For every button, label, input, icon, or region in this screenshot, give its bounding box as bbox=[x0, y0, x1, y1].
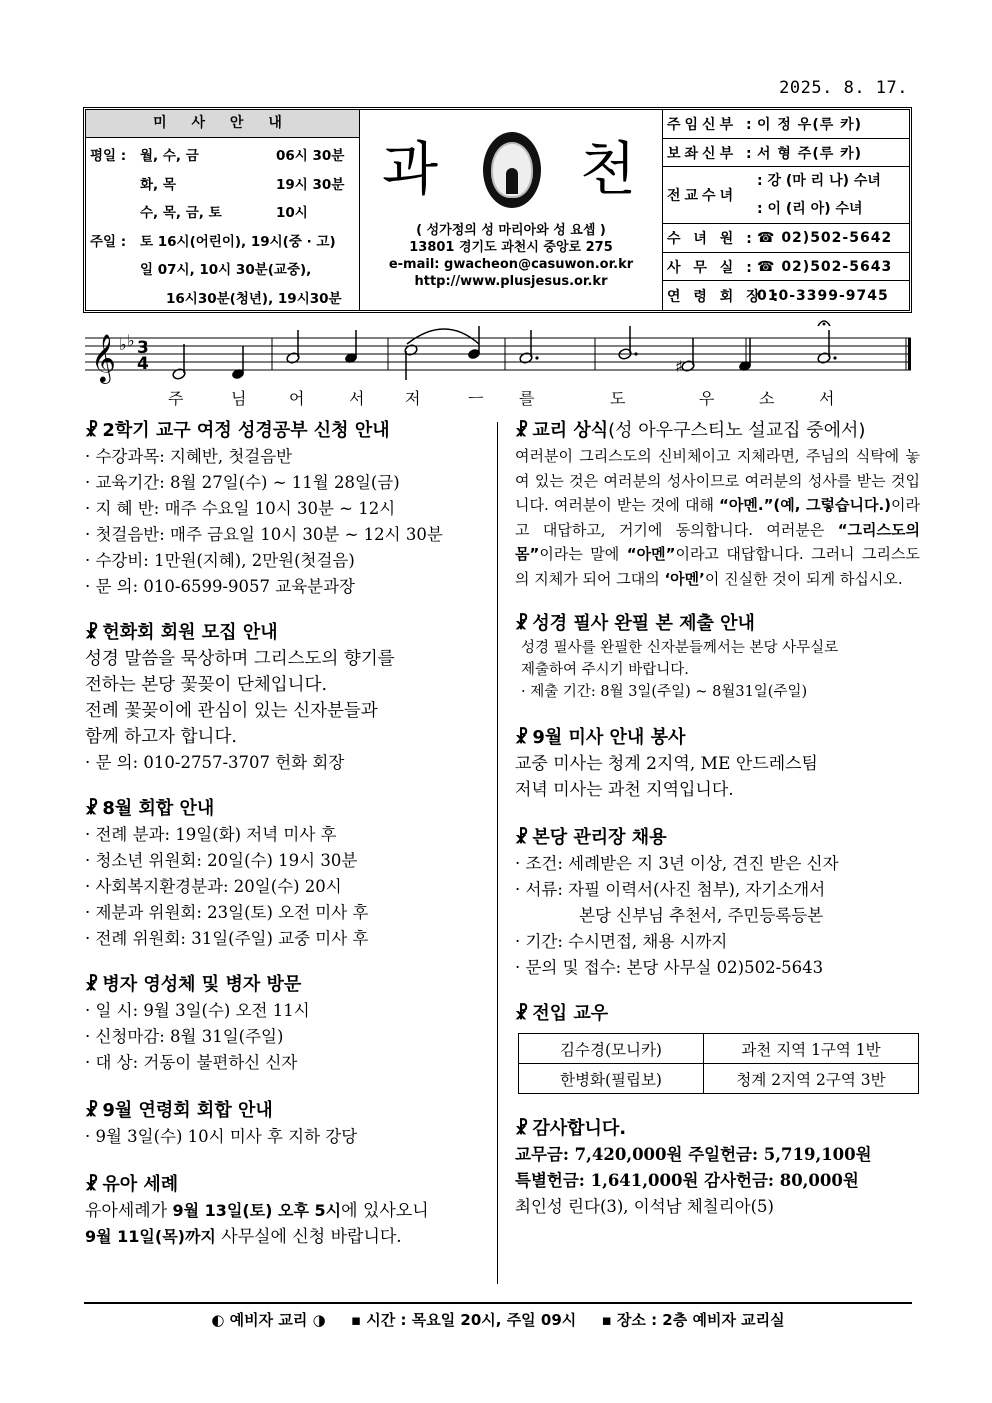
section-bible-study: ☧ 2학기 교구 여정 성경공부 신청 안내 · 수강과목: 지혜반, 첫걸음반 · 교육기간: 8월 27일(수) ~ 11월 28일(금) · 지 혜 반: 매주 수요일 10시 30분 ~ 12시 · 첫걸음반: 매주 금요일 10시 30분 ~ 12시 30분 · 수강비: 1만원(지혜), 2만원(첫걸음) · 문 의: 010-6599-9057 교육분과장 bbox=[85, 420, 443, 596]
header-frame bbox=[83, 107, 912, 313]
table-row: 김수경(모니카) 과천 지역 1구역 1반 bbox=[519, 1034, 919, 1064]
mass-row: 평일 : 월, 수, 금 06시 30분 bbox=[90, 148, 345, 165]
office-row: 사 무 실 : ☎ 02)502-5643 bbox=[663, 253, 909, 281]
doctrine-text: 여러분이 그리스도의 신비체이고 지체라면, 주님의 식탁에 놓여 있는 것은 여러분의 성사이므로 여러분의 성사를 받는 것입니다. 여러분이 받는 것에 대해 “아멘.”(예, 그렇습니다.)이라고 대답하고, 거기에 동의합니다. 여러분은 “그리스도의 몸”이라는 말에 “아멘”이라고 대답합니다. 그러니 그리스도의 지체가 되어 그대의 ‘아멘’이 진실한 것이 되게 하십시오. bbox=[515, 447, 920, 588]
music-notation-icon bbox=[85, 320, 913, 386]
section-thanks: ☧ 감사합니다. 교무금: 7,420,000원 주일헌금: 5,719,100원 특별헌금: 1,641,000원 감사헌금: 80,000원 최인성 린다(3), 이석남 체칠리아(5) bbox=[515, 1118, 872, 1216]
chi-rho-icon: ☧ bbox=[85, 1175, 99, 1195]
hymn-lyrics: 주 님 어 서 저 ㅡ 를 도 우 소 서 bbox=[168, 389, 835, 408]
chi-rho-icon: ☧ bbox=[515, 614, 529, 634]
mass-schedule bbox=[86, 110, 360, 310]
catechumen-footer bbox=[84, 1302, 912, 1330]
parish-address: 13801 경기도 과천시 중앙로 275 bbox=[409, 240, 613, 255]
column-divider bbox=[497, 422, 498, 1284]
new-members-table bbox=[518, 1033, 919, 1094]
section-new-members: ☧ 전입 교우 김수경(모니카) 과천 지역 1구역 1반 한병화(필립보) 청계 2지역 2구역 3반 bbox=[515, 1001, 920, 1094]
bulletin-date: 2025. 8. 17. bbox=[779, 78, 908, 98]
parish-patron: ( 성가정의 성 마리아와 성 요셉 ) bbox=[416, 223, 606, 238]
convent-row: 수 녀 원 : ☎ 02)502-5642 bbox=[663, 224, 909, 253]
section-hiring: ☧ 본당 관리장 채용 · 조건: 세례받은 지 3년 이상, 견진 받은 신자 · 서류: 자필 이력서(사진 첨부), 자기소개서 본당 신부님 추천서, 주민등록등본 · 기간: 수시면접, 채용 시까지 · 문의 및 접수: 본당 사무실 02)502-5643 bbox=[515, 827, 839, 977]
left-column bbox=[85, 418, 485, 1264]
section-september-service: ☧ 9월 미사 안내 봉사 교중 미사는 청계 2지역, ME 안드레스팀 저녁 미사는 과천 지역입니다. bbox=[515, 727, 818, 800]
chi-rho-icon: ☧ bbox=[515, 1119, 529, 1139]
parish-info bbox=[360, 222, 662, 290]
svg-text:3: 3 bbox=[137, 338, 149, 358]
mass-schedule-title: 미 사 안 내 bbox=[86, 110, 359, 138]
parish-website[interactable]: http://www.plusjesus.or.kr bbox=[414, 274, 608, 289]
parish-name-right: 천 bbox=[579, 135, 636, 203]
table-row: 한병화(필립보) 청계 2지역 2구역 3반 bbox=[519, 1064, 919, 1094]
svg-text:𝄞: 𝄞 bbox=[91, 333, 116, 382]
seniors-row: 연 령 회 장 : 010-3399-9745 bbox=[667, 287, 889, 305]
section-sick-communion: ☧ 병자 영성체 및 병자 방문 · 일 시: 9월 3일(수) 오전 11시 · 신청마감: 8월 31일(주일) · 대 상: 거동이 불편하신 신자 bbox=[85, 974, 310, 1072]
chi-rho-icon: ☧ bbox=[515, 828, 529, 848]
section-funeral-society: ☧ 9월 연령회 회합 안내 · 9월 3일(수) 10시 미사 후 지하 강당 bbox=[85, 1100, 358, 1146]
section-flower-group: ☧ 헌화회 회원 모집 안내 성경 말씀을 묵상하며 그리스도의 향기를 전하는 본당 꽃꽂이 단체입니다. 전례 꽃꽂이에 관심이 있는 신자분들과 함께 하고자 합니다. · 문 의: 010-2757-3707 헌화 회장 bbox=[85, 622, 395, 772]
chi-rho-icon: ☧ bbox=[85, 623, 99, 643]
mass-row: 주일 : 토 16시(어린이), 19시(중 · 고) bbox=[90, 233, 336, 250]
pastor-row: 주임신부 : 이 정 우(루 카) bbox=[663, 110, 909, 139]
assistant-row: 보좌신부 : 서 형 주(루 카) bbox=[663, 139, 909, 167]
mass-row: 화, 목 19시 30분 bbox=[140, 176, 345, 193]
section-bible-transcription: ☧ 성경 필사 완필 본 제출 안내 성경 필사를 완필한 신자분들께서는 본당 사무실로 제출하여 주시기 바랍니다. · 제출 기간: 8월 3일(주일) ~ 8월31일(주일) bbox=[515, 613, 839, 700]
right-column bbox=[515, 418, 920, 1234]
chi-rho-icon: ☧ bbox=[85, 1101, 99, 1121]
chi-rho-icon: ☧ bbox=[515, 728, 529, 748]
section-doctrine: ☧ 교리 상식(성 아우구스티노 설교집 중에서) 여러분이 그리스도의 신비체이고 지체라면, 주님의 식탁에 놓여 있는 것은 여러분의 성사이므로 여러분의 성사를 받는 것입니다. 여러분이 받는 것에 대해 “아멘.”(예, 그렇습니다.)이라고 대답하고, 거기에 동의합니다. 여러분은 “그리스도의 몸”이라는 말에 “아멘”이라고 대답합니다. 그러니 그리스도의 지체가 되어 그대의 ‘아멘’이 진실한 것이 되게 하십시오. bbox=[515, 418, 920, 591]
parish-name-left: 과 bbox=[382, 135, 439, 203]
catechumen-place: ▪ 장소 : 2층 예비자 교리실 bbox=[601, 1311, 785, 1329]
parish-title-block bbox=[360, 110, 663, 310]
section-august-meetings: ☧ 8월 회합 안내 · 전례 분과: 19일(화) 저녁 미사 후 · 청소년 위원회: 20일(수) 19시 30분 · 사회복지환경분과: 20일(수) 20시 · 제분과 위원회: 23일(토) 오전 미사 후 · 전례 위원회: 31일(주일) 교중 미사 후 bbox=[85, 798, 369, 948]
parish-email[interactable]: e-mail: gwacheon@casuwon.or.kr bbox=[388, 257, 634, 272]
svg-text:♯: ♯ bbox=[675, 357, 683, 376]
mass-row: 16시30분(청년), 19시30분 bbox=[166, 290, 342, 307]
holy-family-logo-icon bbox=[483, 132, 541, 208]
catechumen-title: ◐ 예비자 교리 ◑ bbox=[211, 1311, 326, 1329]
clergy-contacts bbox=[663, 110, 909, 310]
catechumen-time: ▪ 시간 : 목요일 20시, 주일 09시 bbox=[350, 1311, 577, 1329]
mass-row: 수, 목, 금, 토 10시 bbox=[140, 205, 308, 222]
svg-text:4: 4 bbox=[137, 354, 149, 374]
chi-rho-icon: ☧ bbox=[85, 799, 99, 819]
chi-rho-icon: ☧ bbox=[85, 975, 99, 995]
chi-rho-icon: ☧ bbox=[515, 1004, 529, 1024]
svg-text:♭: ♭ bbox=[127, 331, 135, 350]
sisters-row: 전교수녀 : 강 (마 리 나) 수녀 : 이 (리 아) 수녀 bbox=[663, 167, 909, 224]
chi-rho-icon: ☧ bbox=[515, 421, 529, 441]
section-infant-baptism: ☧ 유아 세례 유아세례가 9월 13일(토) 오후 5시에 있사오니 9월 11일(목)까지 사무실에 신청 바랍니다. bbox=[85, 1174, 429, 1247]
music-staff bbox=[85, 320, 913, 410]
svg-text:♭: ♭ bbox=[119, 335, 127, 354]
chi-rho-icon: ☧ bbox=[85, 421, 99, 441]
mass-row: 일 07시, 10시 30분(교중), bbox=[140, 262, 312, 279]
